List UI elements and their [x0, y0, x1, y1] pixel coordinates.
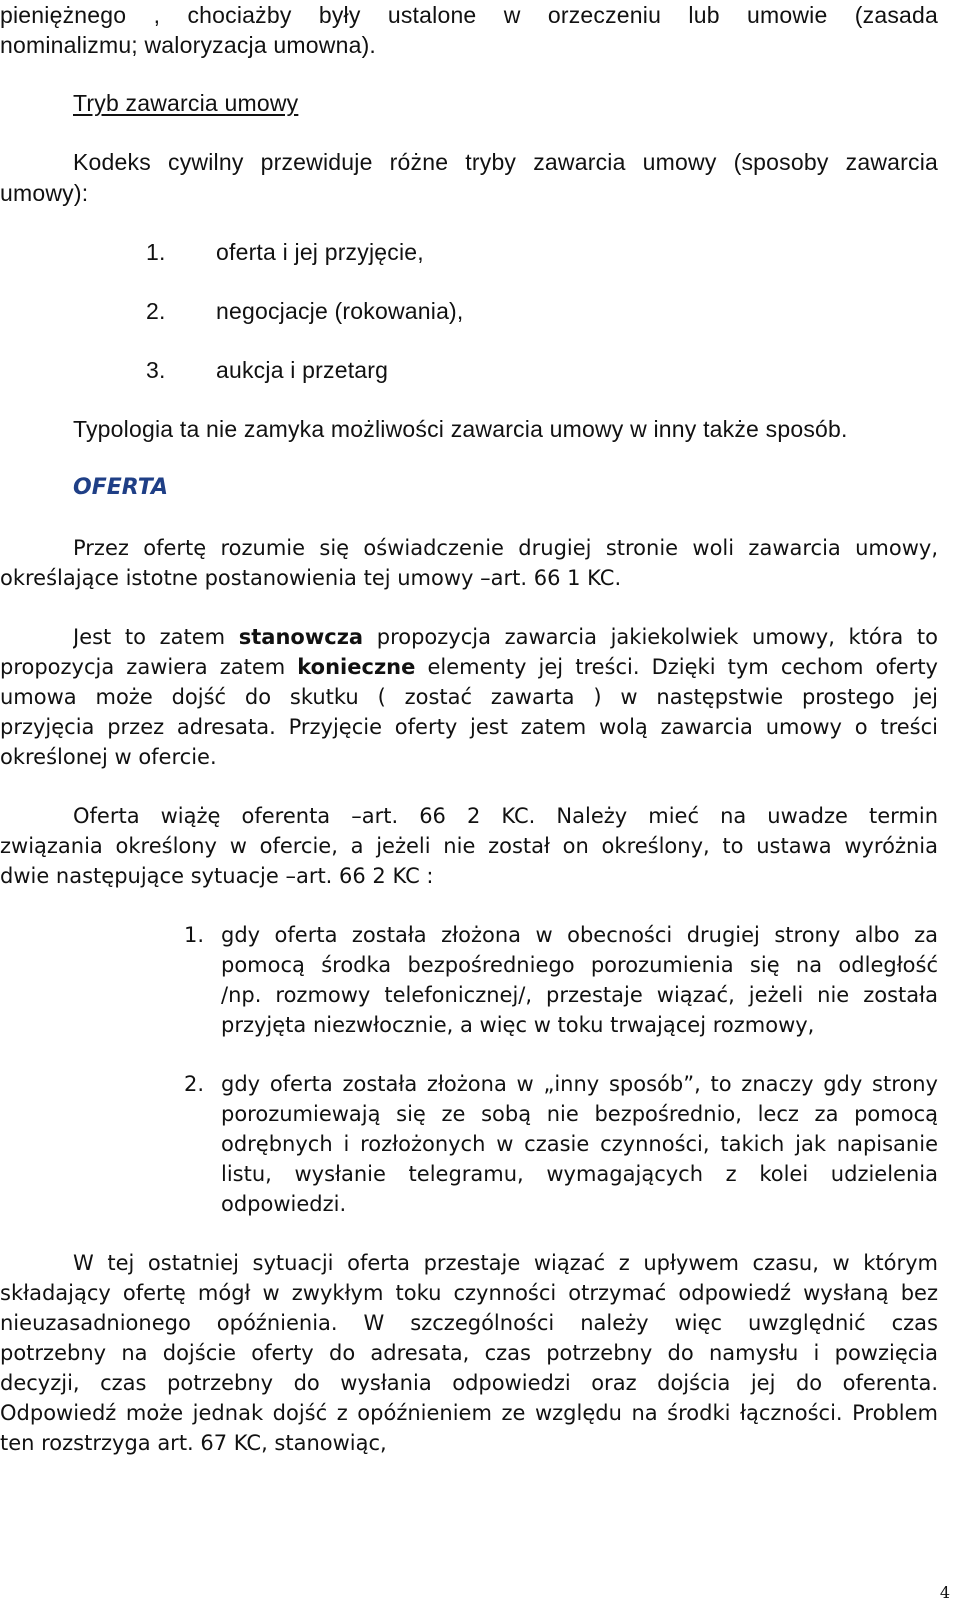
list-number: 2.: [146, 298, 166, 324]
list-item-line: odrębnych i rozłożonych w czasie czynności, takich jak napisanie: [221, 1132, 938, 1156]
list-text: negocjacje (rokowania),: [216, 298, 464, 324]
list-item-line: odpowiedzi.: [221, 1192, 347, 1216]
paragraph-line: umowa może dojść do skutku ( zostać zawarta ) w następstwie prostego jej: [0, 685, 938, 709]
paragraph-line: decyzji, czas potrzebny do wysłania odpowiedzi oraz dojścia jej do oferenta.: [0, 1371, 938, 1395]
paragraph-line: Kodeks cywilny przewiduje różne tryby zawarcia umowy (sposoby zawarcia: [73, 149, 938, 175]
list-item: [146, 355, 388, 385]
list-text: oferta i jej przyjęcie,: [216, 239, 424, 265]
paragraph-line: ten rozstrzyga art. 67 KC, stanowiąc,: [0, 1431, 387, 1455]
paragraph-line: nieuzasadnionego opóźnienia. W szczególności należy więc uwzględnić czas: [0, 1311, 938, 1335]
paragraph-line: Przez ofertę rozumie się oświadczenie drugiej stronie woli zawarcia umowy,: [73, 536, 938, 560]
list-number: 3.: [146, 357, 166, 383]
paragraph-line: umowy):: [0, 180, 89, 206]
list-item-line: listu, wysłanie telegramu, wymagających z kolei udzielenia: [221, 1162, 938, 1186]
paragraph-line: dwie następujące sytuacje –art. 66 2 KC :: [0, 864, 434, 888]
emphasis-konieczne: konieczne: [297, 655, 416, 679]
list-item-line: /np. rozmowy telefonicznej/, przestaje wiązać, jeżeli nie została: [221, 983, 938, 1007]
section-heading-tryb: Tryb zawarcia umowy: [73, 90, 299, 116]
list-number: 1.: [184, 923, 205, 947]
list-item-line: porozumiewają się ze sobą nie bezpośrednio, lecz za pomocą: [221, 1102, 938, 1126]
paragraph-line: składający ofertę mógł w zwykłym toku czynności otrzymać odpowiedź wysłaną bez: [0, 1281, 938, 1305]
page-number: 4: [939, 1583, 950, 1602]
paragraph-line: przyjęcia przez adresata. Przyjęcie oferty jest zatem wolą zawarcia umowy o treści: [0, 715, 938, 739]
list-item: [146, 296, 464, 326]
paragraph-line: związania określony w ofercie, a jeżeli nie został on określony, to ustawa wyróżnia: [0, 834, 938, 858]
paragraph-line: określające istotne postanowienia tej umowy –art. 66 1 KC.: [0, 566, 622, 590]
paragraph-line: Odpowiedź może jednak dojść z opóźnieniem ze względu na środki łączności. Problem: [0, 1401, 938, 1425]
list-item-line: przyjęta niezwłocznie, a więc w toku trwającej rozmowy,: [221, 1013, 815, 1037]
section-heading-oferta: OFERTA: [73, 475, 169, 500]
paragraph-line: propozycja zawiera zatem konieczne elementy jej treści. Dzięki tym cechom oferty: [0, 655, 938, 679]
paragraph-line: nominalizmu; waloryzacja umowna).: [0, 32, 377, 58]
list-item-line: gdy oferta została złożona w „inny sposób”, to znaczy gdy strony: [221, 1072, 938, 1096]
emphasis-stanowcza: stanowcza: [238, 625, 364, 649]
list-item-line: pomocą środka bezpośredniego porozumienia się na odległość: [221, 953, 938, 977]
paragraph-line: W tej ostatniej sytuacji oferta przestaje wiązać z upływem czasu, w którym: [73, 1251, 938, 1275]
list-number: 2.: [184, 1072, 205, 1096]
list-item: [146, 237, 424, 267]
paragraph-line: określonej w ofercie.: [0, 745, 217, 769]
paragraph-line: pieniężnego , chociażby były ustalone w orzeczeniu lub umowie (zasada: [0, 2, 938, 28]
paragraph-line: Oferta wiążę oferenta –art. 66 2 KC. Należy mieć na uwadze termin: [73, 804, 938, 828]
paragraph-line: Jest to zatem stanowcza propozycja zawarcia jakiekolwiek umowy, która to: [73, 625, 938, 649]
list-text: aukcja i przetarg: [216, 357, 389, 383]
list-number: 1.: [146, 239, 166, 265]
list-item-line: gdy oferta została złożona w obecności drugiej strony albo za: [221, 923, 938, 947]
paragraph-line: potrzebny na dojście oferty do adresata, czas potrzebny do namysłu i powzięcia: [0, 1341, 938, 1365]
paragraph-line: Typologia ta nie zamyka możliwości zawarcia umowy w inny także sposób.: [73, 416, 848, 442]
